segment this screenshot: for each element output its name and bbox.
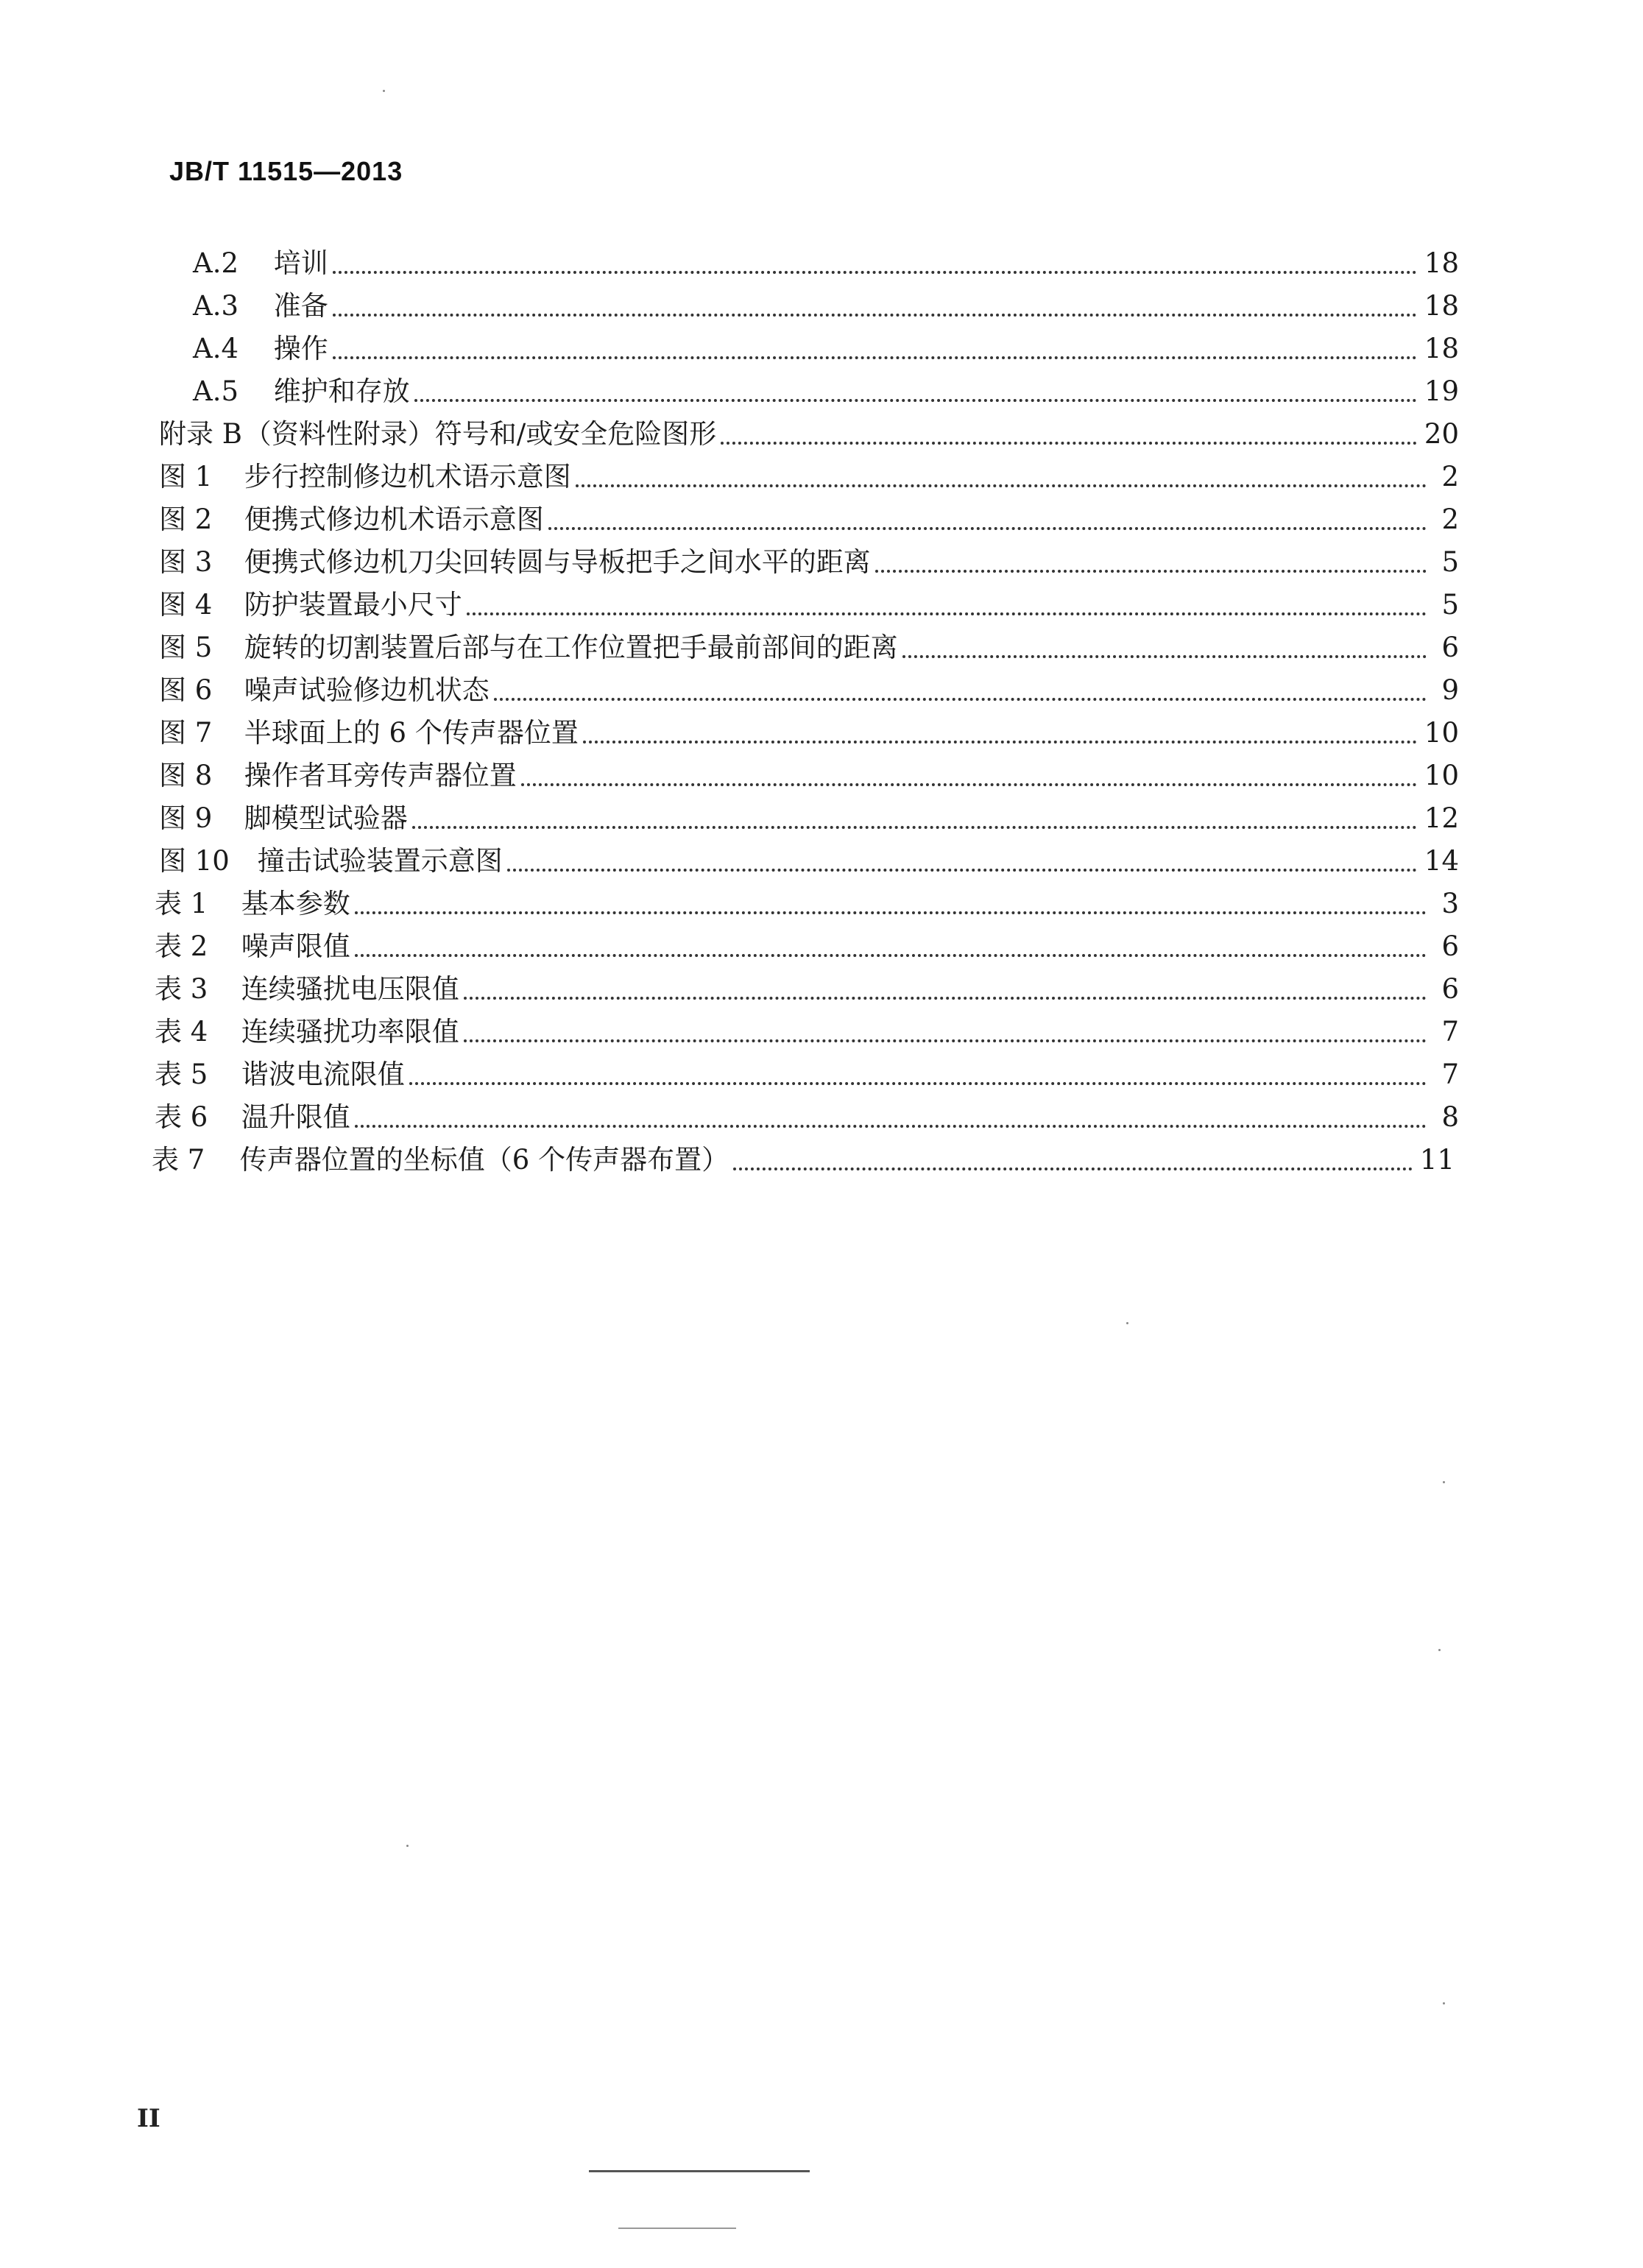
toc-entry[interactable] [193, 372, 1459, 411]
toc-entry-title: 噪声试验修边机状态 [244, 674, 490, 706]
toc-entry-title: 操作者耳旁传声器位置 [244, 760, 517, 791]
toc-entry-page: 18 [1424, 290, 1459, 322]
scan-speck [406, 1845, 409, 1847]
toc-entry-page: 9 [1441, 674, 1459, 706]
toc-entry-title: 脚模型试验器 [244, 802, 408, 834]
dot-leader [355, 911, 1427, 914]
toc-entry-page: 3 [1441, 888, 1459, 919]
scan-artifact-line [618, 2228, 736, 2229]
toc-entry-title: 防护装置最小尺寸 [244, 589, 462, 621]
toc-entry-title: 便携式修边机刀尖回转圆与导板把手之间水平的距离 [244, 546, 871, 578]
toc-entry-number: 表 2 [155, 930, 208, 962]
toc-entry-page: 10 [1424, 717, 1459, 749]
dot-leader [355, 1125, 1427, 1128]
toc-entry-title: 操作 [273, 333, 328, 364]
scan-speck [1443, 2002, 1445, 2004]
dot-leader [576, 484, 1427, 487]
toc-entry-number: 图 2 [159, 504, 213, 535]
toc-entry[interactable] [155, 970, 1459, 1008]
toc-entry-title: 半球面上的 6 个传声器位置 [244, 717, 579, 749]
dot-leader [467, 612, 1427, 615]
toc-entry[interactable] [159, 629, 1459, 667]
toc-entry[interactable] [155, 1056, 1459, 1094]
toc-entry[interactable] [159, 671, 1459, 710]
toc-entry-title: 培训 [273, 247, 328, 279]
toc-entry-title: 旋转的切割装置后部与在工作位置把手最前部间的距离 [244, 632, 898, 663]
dot-leader [464, 997, 1427, 1000]
dot-leader [412, 826, 1417, 829]
toc-entry-number: 表 7 [152, 1144, 205, 1176]
scan-speck [1438, 1649, 1441, 1651]
toc-entry[interactable] [193, 244, 1459, 283]
toc-entry-page: 7 [1441, 1059, 1459, 1090]
toc-entry[interactable] [155, 885, 1459, 923]
toc-entry-number: 图 5 [159, 632, 213, 663]
toc-entry-page: 6 [1441, 973, 1459, 1005]
toc-entry-page: 11 [1419, 1144, 1455, 1176]
toc-entry[interactable] [193, 287, 1459, 325]
dot-leader [902, 655, 1427, 658]
toc-entry-title: 基本参数 [241, 888, 350, 919]
dot-leader [409, 1082, 1427, 1085]
toc-entry-number: A.4 [193, 333, 239, 364]
toc-entry[interactable] [159, 458, 1459, 496]
toc-entry-page: 6 [1441, 930, 1459, 962]
toc-entry-title: 维护和存放 [273, 375, 410, 407]
toc-entry-page: 19 [1424, 375, 1459, 407]
dot-leader [333, 314, 1417, 317]
dot-leader [333, 356, 1417, 359]
toc-entry[interactable] [159, 714, 1459, 752]
toc-entry-title: 噪声限值 [241, 930, 350, 962]
document-code: JB/T 11515—2013 [169, 156, 403, 186]
toc-entry-number: 表 4 [155, 1016, 208, 1048]
dot-leader [875, 570, 1427, 573]
toc-entry-page: 5 [1441, 589, 1459, 621]
toc-entry-number: 图 4 [159, 589, 213, 621]
toc-entry-number: A.2 [193, 247, 239, 279]
toc-entry-number: A.3 [193, 290, 239, 322]
toc-entry-number: 图 7 [159, 717, 213, 749]
toc-entry-page: 5 [1441, 546, 1459, 578]
dot-leader [521, 783, 1417, 786]
toc-entry-page: 18 [1424, 247, 1459, 279]
toc-entry[interactable] [155, 1098, 1459, 1137]
toc-entry-page: 20 [1424, 418, 1459, 450]
toc-entry-number: 表 1 [155, 888, 208, 919]
toc-entry-title: （资料性附录）符号和/或安全危险图形 [244, 418, 717, 450]
toc-entry-title: 连续骚扰功率限值 [241, 1016, 459, 1048]
dot-leader [355, 954, 1427, 957]
toc-entry-page: 10 [1424, 760, 1459, 791]
toc-entry-title: 传声器位置的坐标值（6 个传声器布置） [239, 1144, 729, 1176]
toc-entry[interactable] [193, 330, 1459, 368]
dot-leader [721, 442, 1417, 445]
dot-leader [583, 741, 1417, 743]
toc-entry[interactable] [159, 501, 1459, 539]
toc-entry-page: 6 [1441, 632, 1459, 663]
dot-leader [548, 527, 1427, 530]
page-folio: II [137, 2104, 160, 2133]
dot-leader [333, 271, 1417, 274]
toc-entry-title: 谐波电流限值 [241, 1059, 405, 1090]
scan-speck [1443, 1481, 1445, 1483]
toc-entry-title: 撞击试验装置示意图 [257, 845, 503, 877]
dot-leader [464, 1039, 1427, 1042]
toc-entry-page: 8 [1441, 1101, 1459, 1133]
toc-entry-title: 准备 [273, 290, 328, 322]
dot-leader [507, 869, 1417, 872]
toc-entry-page: 2 [1441, 504, 1459, 535]
toc-entry[interactable] [152, 1141, 1455, 1179]
dot-leader [733, 1167, 1413, 1170]
toc-entry-number: A.5 [193, 375, 239, 407]
toc-entry-number: 图 1 [159, 461, 213, 492]
toc-entry-number: 附录 B [159, 418, 242, 450]
toc-entry[interactable] [155, 928, 1459, 966]
toc-entry-number: 表 6 [155, 1101, 208, 1133]
toc-entry-title: 连续骚扰电压限值 [241, 973, 459, 1005]
dot-leader [414, 399, 1417, 402]
scan-speck [1126, 1322, 1128, 1324]
scan-artifact-line [589, 2170, 810, 2172]
toc-entry-title: 步行控制修边机术语示意图 [244, 461, 571, 492]
toc-entry[interactable] [159, 842, 1459, 880]
toc-entry-title: 便携式修边机术语示意图 [244, 504, 544, 535]
toc-entry-page: 7 [1441, 1016, 1459, 1048]
toc-entry-page: 2 [1441, 461, 1459, 492]
toc-entry-number: 表 5 [155, 1059, 208, 1090]
toc-entry-page: 18 [1424, 333, 1459, 364]
toc-entry[interactable] [159, 586, 1459, 624]
toc-entry[interactable] [159, 799, 1459, 838]
dot-leader [494, 698, 1427, 701]
toc-entry-number: 表 3 [155, 973, 208, 1005]
toc-entry-number: 图 3 [159, 546, 213, 578]
toc-entry-number: 图 6 [159, 674, 213, 706]
toc-entry-number: 图 10 [159, 845, 230, 877]
toc-entry-number: 图 8 [159, 760, 213, 791]
scan-speck [383, 90, 385, 92]
toc-entry[interactable] [159, 757, 1459, 795]
toc-entry[interactable] [155, 1013, 1459, 1051]
toc-entry-title: 温升限值 [241, 1101, 350, 1133]
toc-entry-number: 图 9 [159, 802, 213, 834]
toc-entry[interactable] [159, 543, 1459, 582]
toc-entry-page: 12 [1424, 802, 1459, 834]
toc-entry[interactable] [159, 415, 1459, 453]
toc-entry-page: 14 [1424, 845, 1459, 877]
